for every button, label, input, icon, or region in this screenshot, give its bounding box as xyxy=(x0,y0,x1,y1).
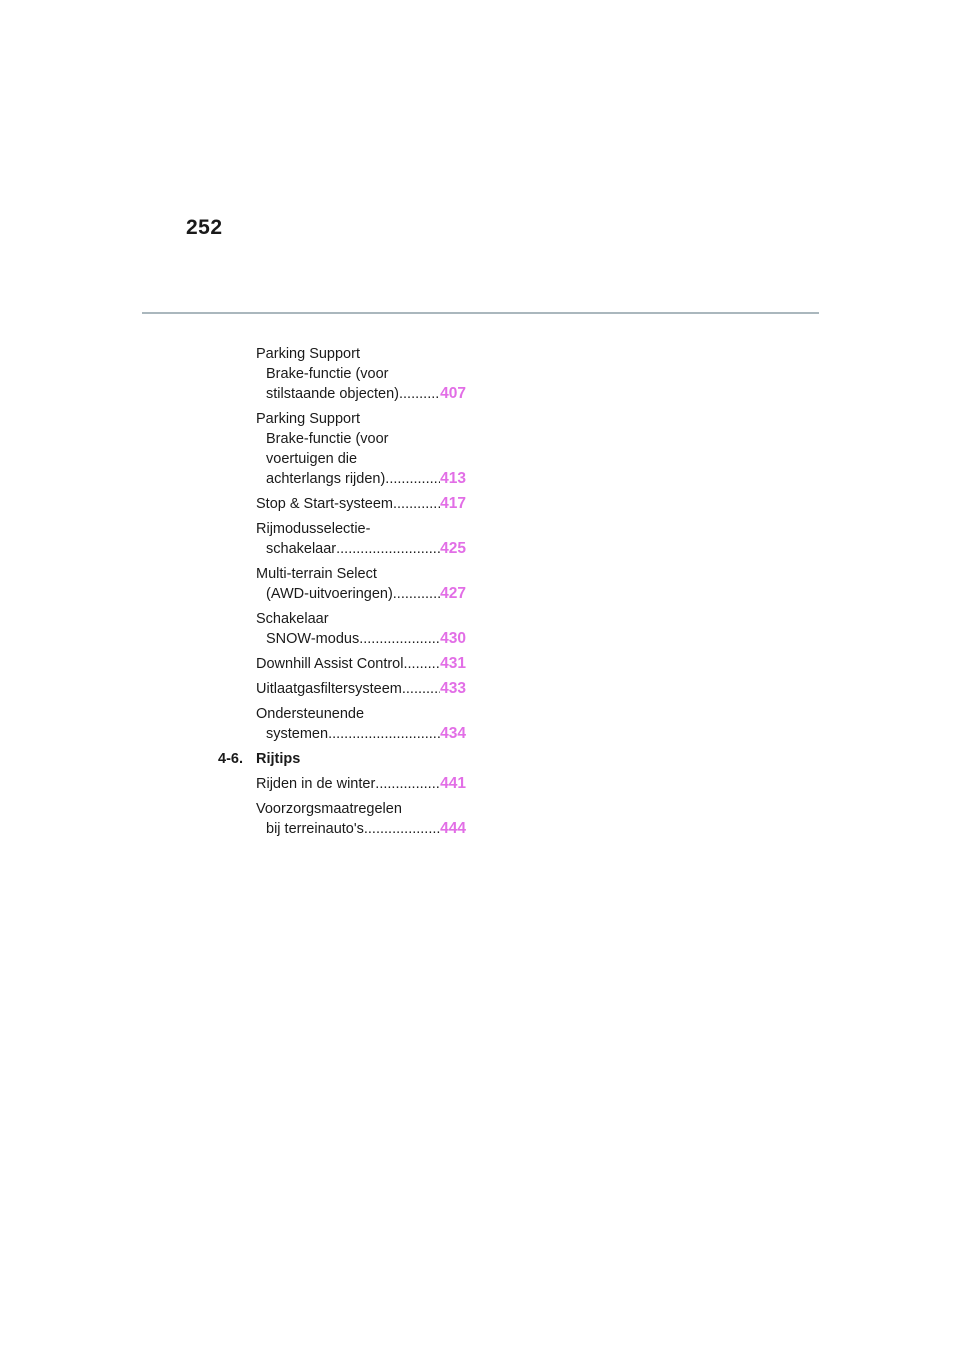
dot-leader xyxy=(359,629,440,649)
dot-leader xyxy=(393,584,440,604)
toc-entry-title: Brake-functie (voor xyxy=(266,431,389,447)
toc-entry[interactable] xyxy=(256,609,466,649)
dot-leader xyxy=(364,819,440,839)
header-divider xyxy=(142,312,819,314)
toc-entry[interactable] xyxy=(256,654,466,674)
page-link[interactable]: 425 xyxy=(440,540,466,557)
toc-entry-last-line xyxy=(256,679,466,699)
toc-entry[interactable] xyxy=(256,704,466,744)
toc-entry-title: (AWD-uitvoeringen) xyxy=(266,586,393,602)
toc-section-heading xyxy=(218,749,466,769)
toc-entry[interactable] xyxy=(256,774,466,794)
page-link[interactable]: 441 xyxy=(440,775,466,792)
toc-entry-title: systemen xyxy=(266,726,329,742)
toc-entry[interactable] xyxy=(256,799,466,839)
toc-entry[interactable] xyxy=(256,344,466,404)
toc-entry-title: Rijmodusselectie- xyxy=(256,521,371,537)
toc-entry-title: bij terreinauto's xyxy=(266,821,364,837)
toc-entry[interactable] xyxy=(256,494,466,514)
toc-entry-title: stilstaande objecten) xyxy=(266,386,399,402)
page-link[interactable]: 431 xyxy=(440,655,466,672)
toc-entry-title: Brake-functie (voor xyxy=(266,366,389,382)
page-link[interactable]: 407 xyxy=(440,385,466,402)
toc-entry-title: achterlangs rijden) xyxy=(266,471,386,487)
dot-leader xyxy=(328,724,440,744)
toc-entry[interactable] xyxy=(256,679,466,699)
dot-leader xyxy=(336,539,440,559)
dot-leader xyxy=(393,494,440,514)
toc-entry-title: Downhill Assist Control xyxy=(256,656,404,672)
section-number: 4-6. xyxy=(218,751,243,767)
dot-leader xyxy=(399,384,440,404)
toc-entry-last-line xyxy=(256,819,466,839)
dot-leader xyxy=(375,774,440,794)
toc-entry-title: voertuigen die xyxy=(266,451,358,467)
toc-entry-last-line xyxy=(256,724,466,744)
toc-entry-last-line xyxy=(256,654,466,674)
page-link[interactable]: 434 xyxy=(440,725,466,742)
toc-entry-title: Parking Support xyxy=(256,411,360,427)
toc-entry-last-line xyxy=(256,469,466,489)
page-link[interactable]: 427 xyxy=(440,585,466,602)
toc-entry-title: Uitlaatgasfiltersysteem xyxy=(256,681,402,697)
toc-entry-last-line xyxy=(256,539,466,559)
toc-entry[interactable] xyxy=(256,519,466,559)
toc-entry-last-line xyxy=(256,774,466,794)
dot-leader xyxy=(402,679,440,699)
toc-entry-title: schakelaar xyxy=(266,541,337,557)
dot-leader xyxy=(385,469,440,489)
table-of-contents xyxy=(218,344,466,844)
page-link[interactable]: 417 xyxy=(440,495,466,512)
toc-entry-title: Parking Support xyxy=(256,346,360,362)
toc-entry-last-line xyxy=(256,494,466,514)
toc-entry-title: SNOW-modus xyxy=(266,631,360,647)
toc-entry-last-line xyxy=(256,384,466,404)
toc-entry-title: Ondersteunende xyxy=(256,706,365,722)
toc-entry[interactable] xyxy=(256,564,466,604)
toc-entry-title: Multi-terrain Select xyxy=(256,566,377,582)
toc-entry-title: Stop & Start-systeem xyxy=(256,496,393,512)
toc-entry-last-line xyxy=(256,629,466,649)
section-title: Rijtips xyxy=(256,751,301,767)
dot-leader xyxy=(403,654,440,674)
toc-entry-title: Schakelaar xyxy=(256,611,329,627)
toc-entry[interactable] xyxy=(256,409,466,489)
toc-entry-title: Voorzorgsmaatregelen xyxy=(256,801,402,817)
page-link[interactable]: 430 xyxy=(440,630,466,647)
toc-entry-title: Rijden in de winter xyxy=(256,776,376,792)
page-number: 252 xyxy=(186,216,223,239)
page-link[interactable]: 444 xyxy=(440,820,466,837)
page-link[interactable]: 413 xyxy=(440,470,466,487)
toc-entry-last-line xyxy=(256,584,466,604)
page-link[interactable]: 433 xyxy=(440,680,466,697)
